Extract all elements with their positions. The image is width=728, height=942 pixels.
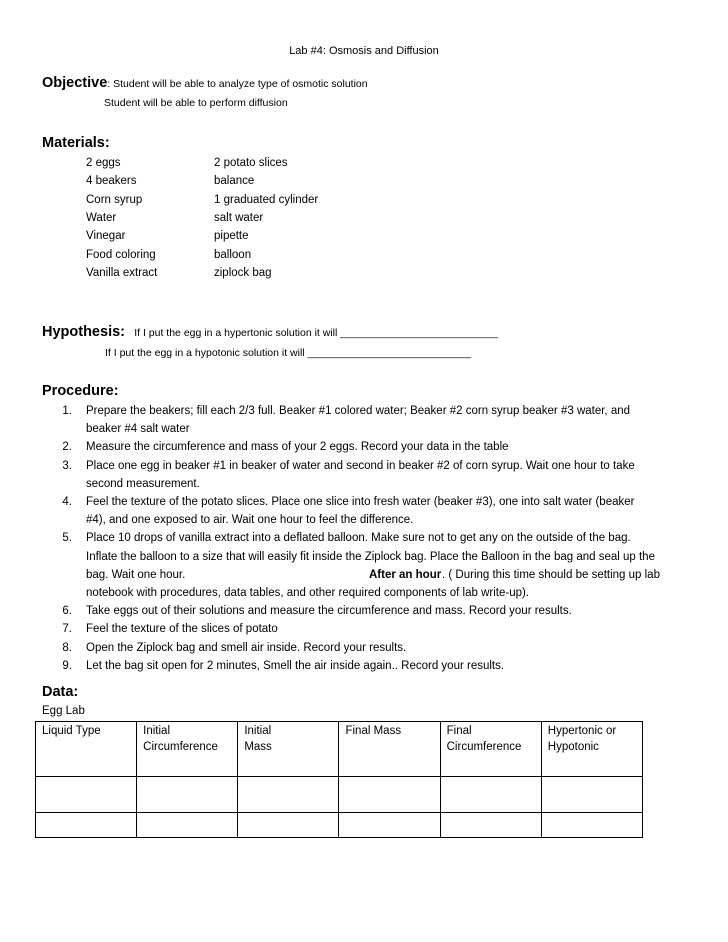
procedure-step-number: 2. [62,441,72,454]
header-initial-circumference: Initial Circumference [137,722,238,777]
table-cell[interactable] [440,777,541,813]
objective-section [42,75,368,91]
table-cell[interactable] [339,777,440,813]
header-hypertonic-or-hypotonic: Hypertonic or Hypotonic [541,722,642,777]
material-item: Food coloring [86,248,156,261]
material-item: balloon [214,248,252,261]
header-final-circumference: Final Circumference [440,722,541,777]
material-item: 2 eggs [86,157,121,169]
procedure-step-text: bag. Wait one hour. [86,568,186,581]
hypothesis-heading: Hypothesis: [42,324,125,340]
procedure-step-number: 8. [62,641,72,654]
procedure-step-text: . ( During this time should be setting up lab [442,568,660,581]
procedure-step-text: Take eggs out of their solutions and measure the circumference and mass. Record your results. [86,605,572,618]
procedure-step-text: Place 10 drops of vanilla extract into a deflated balloon. Make sure not to get any on the outside of the bag. [86,532,631,545]
procedure-step-text: Feel the texture of the potato slices. Place one slice into fresh water (beaker #3), one into salt water (beaker [86,496,635,508]
table-cell[interactable] [137,813,238,838]
procedure-step-text: Prepare the beakers; fill each 2/3 full. Beaker #1 colored water; Beaker #2 corn syrup beaker #3 water, and [86,405,631,417]
table-cell[interactable] [541,813,642,838]
procedure-step-number: 1. [62,405,72,417]
table-cell[interactable] [238,777,339,813]
material-item: Vinegar [86,230,126,243]
material-item: Corn syrup [86,193,143,206]
table-cell[interactable] [440,813,541,838]
hypothesis-line-1: If I put the egg in a hypertonic solution it will ___________________________ [134,327,498,339]
table-row [36,813,643,838]
header-liquid-type: Liquid Type [36,722,137,777]
material-item: 2 potato slices [214,157,288,169]
data-heading: Data: [42,684,79,700]
material-item: ziplock bag [214,266,272,279]
table-cell[interactable] [238,813,339,838]
header-final-mass: Final Mass [339,722,440,777]
objective-heading: Objective [42,75,108,91]
header-initial-mass: Initial Mass [238,722,339,777]
material-item: 1 graduated cylinder [214,193,319,206]
table-title: Egg Lab [42,705,85,717]
procedure-step-number: 3. [62,459,72,472]
procedure-step-number: 7. [62,623,72,636]
procedure-step-text: Let the bag sit open for 2 minutes, Smell the air inside again.. Record your results. [86,659,505,672]
material-item: 4 beakers [86,175,137,188]
table-cell[interactable] [339,813,440,838]
page-title: Lab #4: Osmosis and Diffusion [289,45,439,57]
objective-line-2: Student will be able to perform diffusion [104,97,288,109]
table-cell[interactable] [36,777,137,813]
procedure-step-text: #4), and one exposed to air. Wait one hour to feel the difference. [86,514,414,527]
material-item: Water [86,211,117,224]
hypothesis-line-2: If I put the egg in a hypotonic solution it will ____________________________ [105,347,472,359]
procedure-step-text: Inflate the balloon to a size that will easily fit inside the Ziplock bag. Place the Balloon in the bag and seal up the [86,550,655,563]
procedure-step-text: Open the Ziplock bag and smell air inside. Record your results. [86,641,407,654]
hypothesis-section [42,324,498,340]
procedure-step-text: Measure the circumference and mass of your 2 eggs. Record your data in the table [86,441,509,454]
table-cell[interactable] [36,813,137,838]
procedure-step-text: second measurement. [86,477,200,490]
table-header-row [36,722,643,777]
procedure-step-text: Place one egg in beaker #1 in beaker of water and second in beaker #2 of corn syrup. Wait one hour to take [86,459,635,472]
procedure-step-number: 9. [62,659,72,672]
procedure-step-number: 4. [62,496,72,508]
material-item: salt water [214,211,264,224]
procedure-heading: Procedure: [42,383,119,399]
table-cell[interactable] [137,777,238,813]
material-item: balance [214,175,255,188]
procedure-step-number: 5. [62,532,72,545]
materials-heading: Materials: [42,135,110,151]
table-cell[interactable] [541,777,642,813]
procedure-step-text: beaker #4 salt water [86,423,190,436]
material-item: Vanilla extract [86,266,158,279]
procedure-step-text: notebook with procedures, data tables, and other required components of lab write-up). [86,587,530,599]
procedure-step-number: 6. [62,605,72,618]
table-row [36,777,643,813]
procedure-step-text: Feel the texture of the slices of potato [86,623,278,636]
procedure-step-emphasis: After an hour [369,568,442,581]
egg-lab-table [35,721,643,838]
objective-line-1: : Student will be able to analyze type of osmotic solution [107,78,368,90]
material-item: pipette [214,230,249,243]
